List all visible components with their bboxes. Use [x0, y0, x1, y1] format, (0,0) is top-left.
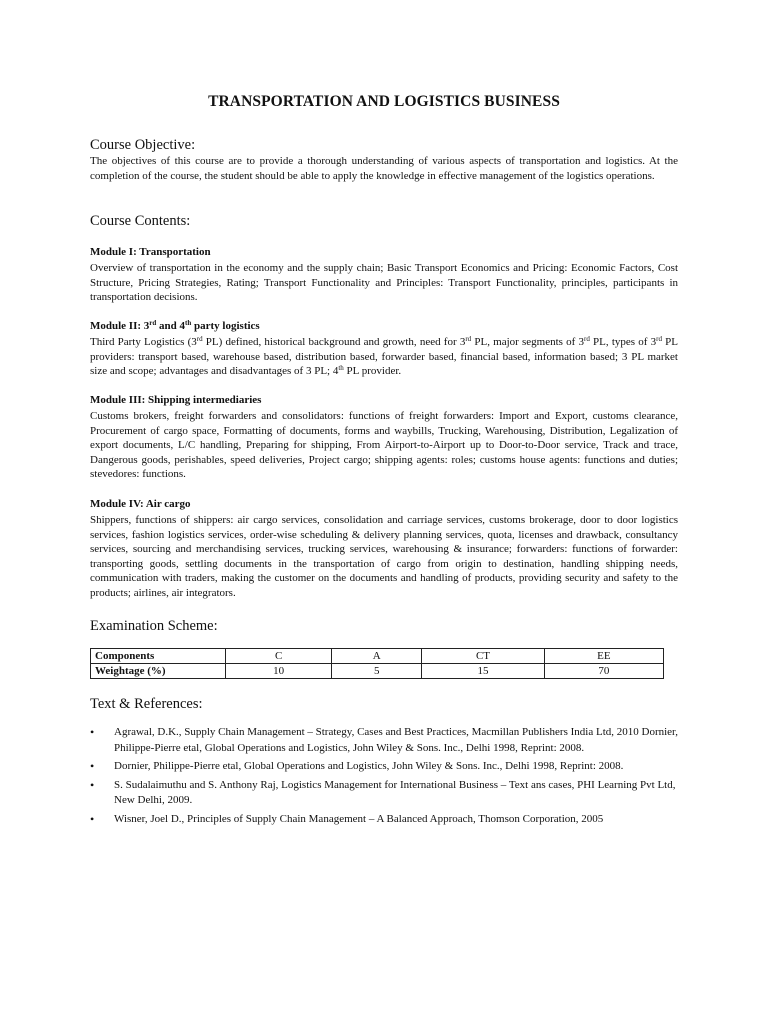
reference-text: Wisner, Joel D., Principles of Supply Chain Management – A Balanced Approach, Thomson Corporation, 2005: [114, 812, 604, 825]
bullet-icon: •: [90, 811, 95, 826]
table-cell: 5: [332, 664, 422, 679]
module-2-title-sup: th: [185, 319, 192, 327]
objective-text: The objectives of this course are to provide a thorough understanding of various aspects of transportation and logistics. At the completion of the course, the student should be able to apply the knowledge in effective management of the logistics operations.: [90, 155, 678, 182]
bullet-icon: •: [90, 725, 95, 739]
bullet-icon: •: [90, 777, 95, 792]
module-2-title-sup: rd: [149, 319, 157, 327]
module-2-text-part: PL, types of 3: [589, 336, 657, 348]
module-2-title-part: party logistics: [191, 320, 260, 332]
module-2-text-sup: rd: [196, 335, 203, 343]
module-2-text-sup: rd: [584, 335, 590, 343]
objective-heading: Course Objective:: [90, 137, 196, 153]
module-2-text-part: PL) defined, historical background and growth, need for 3: [202, 336, 466, 348]
module-3-text: Customs brokers, freight forwarders and consolidators: functions of freight forwarders: Import and Export, customs clearance, Procurement of cargo space, Formatting of documents, forms and waybills, Trucking, Warehousing, Distribution, Legalization of export documents, L/C handling, Preparing for shipping, From Airport-to-Airport up to Door-to-Door service, Track and trace, Dangerous goods, perishables, speed deliveries, Project cargo; shipping agents: roles; customs house agents: functions and duties; stevedores: functions.: [90, 410, 678, 481]
module-2-text-sup: th: [338, 364, 344, 373]
module-1-text: Overview of transportation in the economy and the supply chain; Basic Transport Economics and Pricing: Economic Factors, Cost Structure, Pricing Strategies, Rating; Transport Functionality and Principles: Transport Functionality, principles, participants in transportation decisions.: [90, 262, 678, 304]
module-2-text-part: PL, major segments of 3: [471, 336, 585, 348]
exam-heading: Examination Scheme:: [90, 618, 218, 634]
list-item: [90, 725, 678, 756]
contents-heading: Course Contents:: [90, 213, 191, 229]
module-2-text-sup: rd: [656, 335, 662, 343]
module-2-title: [90, 320, 260, 332]
module-2-title-part: and 4: [156, 320, 186, 332]
list-item: [90, 778, 678, 809]
table-cell: Weightage (%): [91, 664, 226, 679]
reference-text: Agrawal, D.K., Supply Chain Management – Strategy, Cases and Best Practices, Macmillan Publishers India Ltd, 2010 Dornier, Philippe-Pierre etal, Global Operations and Logistics, John Wiley & Sons. Inc., Delhi 1998, Reprint: 2008.: [114, 726, 679, 754]
reference-text: S. Sudalaimuthu and S. Anthony Raj, Logistics Management for International Business – Text ans cases, PHI Learning Pvt Ltd, New Delhi, 2009.: [114, 778, 676, 806]
list-item: [90, 812, 678, 828]
bullet-icon: •: [90, 759, 95, 773]
module-2-text-sup: rd: [465, 335, 472, 343]
references-list: [90, 725, 678, 830]
table-row: [91, 664, 664, 679]
reference-text: Dornier, Philippe-Pierre etal, Global Operations and Logistics, John Wiley & Sons. Inc., Delhi 1998, Reprint: 2008.: [114, 760, 624, 772]
exam-table: [90, 648, 664, 679]
list-item: [90, 759, 678, 775]
table-cell: CT: [422, 649, 544, 664]
module-4-title: Module IV: Air cargo: [90, 498, 191, 510]
module-4-text: Shippers, functions of shippers: air cargo services, consolidation and carriage services, customs brokerage, door to door logistics services, fashion logistics services, order-wise scheduling & delivery planning services, quota, licenses and drawback, consultancy services, sourcing and merchandising services, trucking services, warehousing & insurance; forwarders: functions of forwarder: transporting goods, settling documents in the transportation of cargo from origin to destination, handling shipping needs, communication with traders, making the customer on the documents and handling of products, providing security and safety to the products; airlines, air integrators.: [90, 514, 678, 599]
table-cell: Components: [91, 649, 226, 664]
module-2-text-part: PL provider.: [343, 365, 402, 378]
table-cell: 70: [544, 664, 663, 679]
module-1-title: Module I: Transportation: [90, 246, 211, 258]
table-cell: EE: [544, 649, 663, 664]
module-2-title-part: Module II: 3: [90, 320, 150, 332]
module-2-text-part: PL providers: transport based, warehouse based, distribution based, forwarder based, financial based, information based; 3 PL market size and scope; advantages and disadvantages of 3 PL; 4: [90, 336, 679, 378]
document-title: TRANSPORTATION AND LOGISTICS BUSINESS: [208, 93, 560, 110]
table-cell: C: [226, 649, 332, 664]
table-cell: 10: [226, 664, 332, 679]
module-2-text: [90, 335, 678, 379]
module-2-text-part: Third Party Logistics (3: [90, 336, 197, 348]
table-cell: A: [332, 649, 422, 664]
references-heading: Text & References:: [90, 696, 203, 712]
table-cell: 15: [422, 664, 544, 679]
table-row: [91, 649, 664, 664]
module-3-title: Module III: Shipping intermediaries: [90, 394, 262, 406]
